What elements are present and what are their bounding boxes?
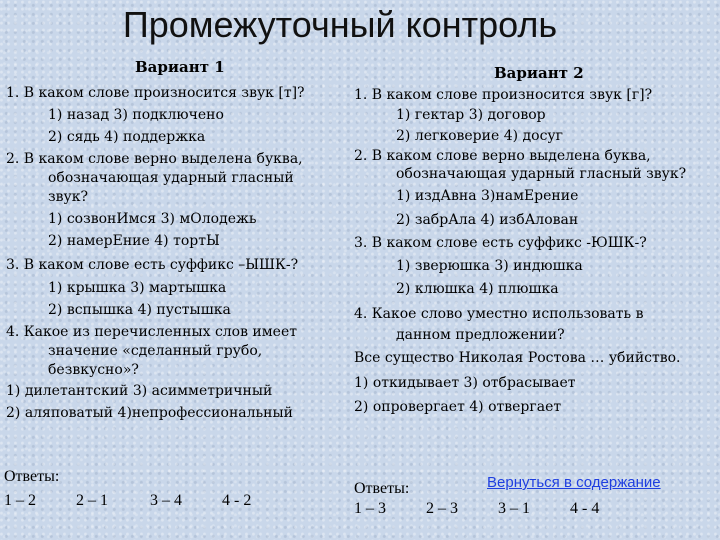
variant1-heading: Вариант 1: [135, 58, 225, 76]
v1-answer-2: 2 – 1: [76, 492, 108, 509]
v1-question-3: 3. В каком слове есть суффикс –ЫШК-?: [6, 257, 299, 273]
v1-answers-label: Ответы:: [4, 468, 60, 485]
v1-q2-options-b: 2) намерЕние 4) тортЫ: [48, 233, 220, 249]
v2-q4-options-a: 1) откидывает 3) отбрасывает: [354, 375, 576, 391]
v1-answer-4: 4 - 2: [222, 492, 252, 509]
v2-question-2: 2. В каком слове верно выделена буква,: [354, 148, 651, 164]
v2-q4-line-2: данном предложении?: [396, 327, 565, 343]
v2-q3-options-b: 2) клюшка 4) плюшка: [396, 281, 559, 297]
v1-q4-options-a: 1) дилетантский 3) асимметричный: [6, 383, 273, 399]
v2-answer-1: 1 – 3: [354, 500, 386, 517]
v1-question-4: 4. Какое из перечисленных слов имеет: [6, 324, 297, 340]
v2-question-4: 4. Какое слово уместно использовать в: [354, 306, 644, 322]
v1-q4-line-2: значение «сделанный грубо,: [48, 343, 263, 359]
v1-q4-line-3: безвкусно»?: [48, 362, 139, 378]
v1-q2-line-2: обозначающая ударный гласный: [48, 170, 294, 186]
v2-q2-options-b: 2) забрАла 4) избАлован: [396, 212, 579, 228]
v2-q2-options-a: 1) издАвна 3)намЕрение: [396, 188, 579, 204]
v2-question-1: 1. В каком слове произносится звук [г]?: [354, 87, 653, 103]
v1-answer-1: 1 – 2: [4, 492, 36, 509]
v1-q2-line-3: звук?: [48, 189, 89, 205]
v1-q1-options-a: 1) назад 3) подключено: [48, 107, 224, 123]
v2-q4-sentence: Все существо Николая Ростова … убийство.: [354, 350, 681, 366]
v2-q1-options-a: 1) гектар 3) договор: [396, 107, 546, 123]
v2-question-3: 3. В каком слове есть суффикс -ЮШК-?: [354, 235, 647, 251]
v1-answer-3: 3 – 4: [150, 492, 182, 509]
v1-q2-options-a: 1) созвонИмся 3) мОлодежь: [48, 211, 257, 227]
v2-q4-options-b: 2) опровергает 4) отвергает: [354, 399, 562, 415]
v1-q4-options-b: 2) аляповатый 4)непрофессиональный: [6, 405, 293, 421]
variant2-heading: Вариант 2: [494, 64, 584, 82]
v2-q1-options-b: 2) легковерие 4) досуг: [396, 128, 563, 144]
v2-answer-4: 4 - 4: [570, 500, 600, 517]
back-to-contents-link[interactable]: Вернуться в содержание: [487, 474, 661, 491]
v2-answer-2: 2 – 3: [426, 500, 458, 517]
v2-q3-options-a: 1) зверюшка 3) индюшка: [396, 258, 583, 274]
v1-q1-options-b: 2) сядь 4) поддержка: [48, 129, 206, 145]
v2-answers-label: Ответы:: [354, 480, 410, 497]
v1-q3-options-a: 1) крышка 3) мартышка: [48, 280, 227, 296]
v1-question-1: 1. В каком слове произносится звук [т]?: [6, 85, 305, 101]
v1-q3-options-b: 2) вспышка 4) пустышка: [48, 302, 231, 318]
v2-q2-line-2: обозначающая ударный гласный звук?: [396, 166, 687, 182]
v2-answer-3: 3 – 1: [498, 500, 530, 517]
page-title: Промежуточный контроль: [122, 4, 558, 45]
v1-question-2: 2. В каком слове верно выделена буква,: [6, 151, 303, 167]
